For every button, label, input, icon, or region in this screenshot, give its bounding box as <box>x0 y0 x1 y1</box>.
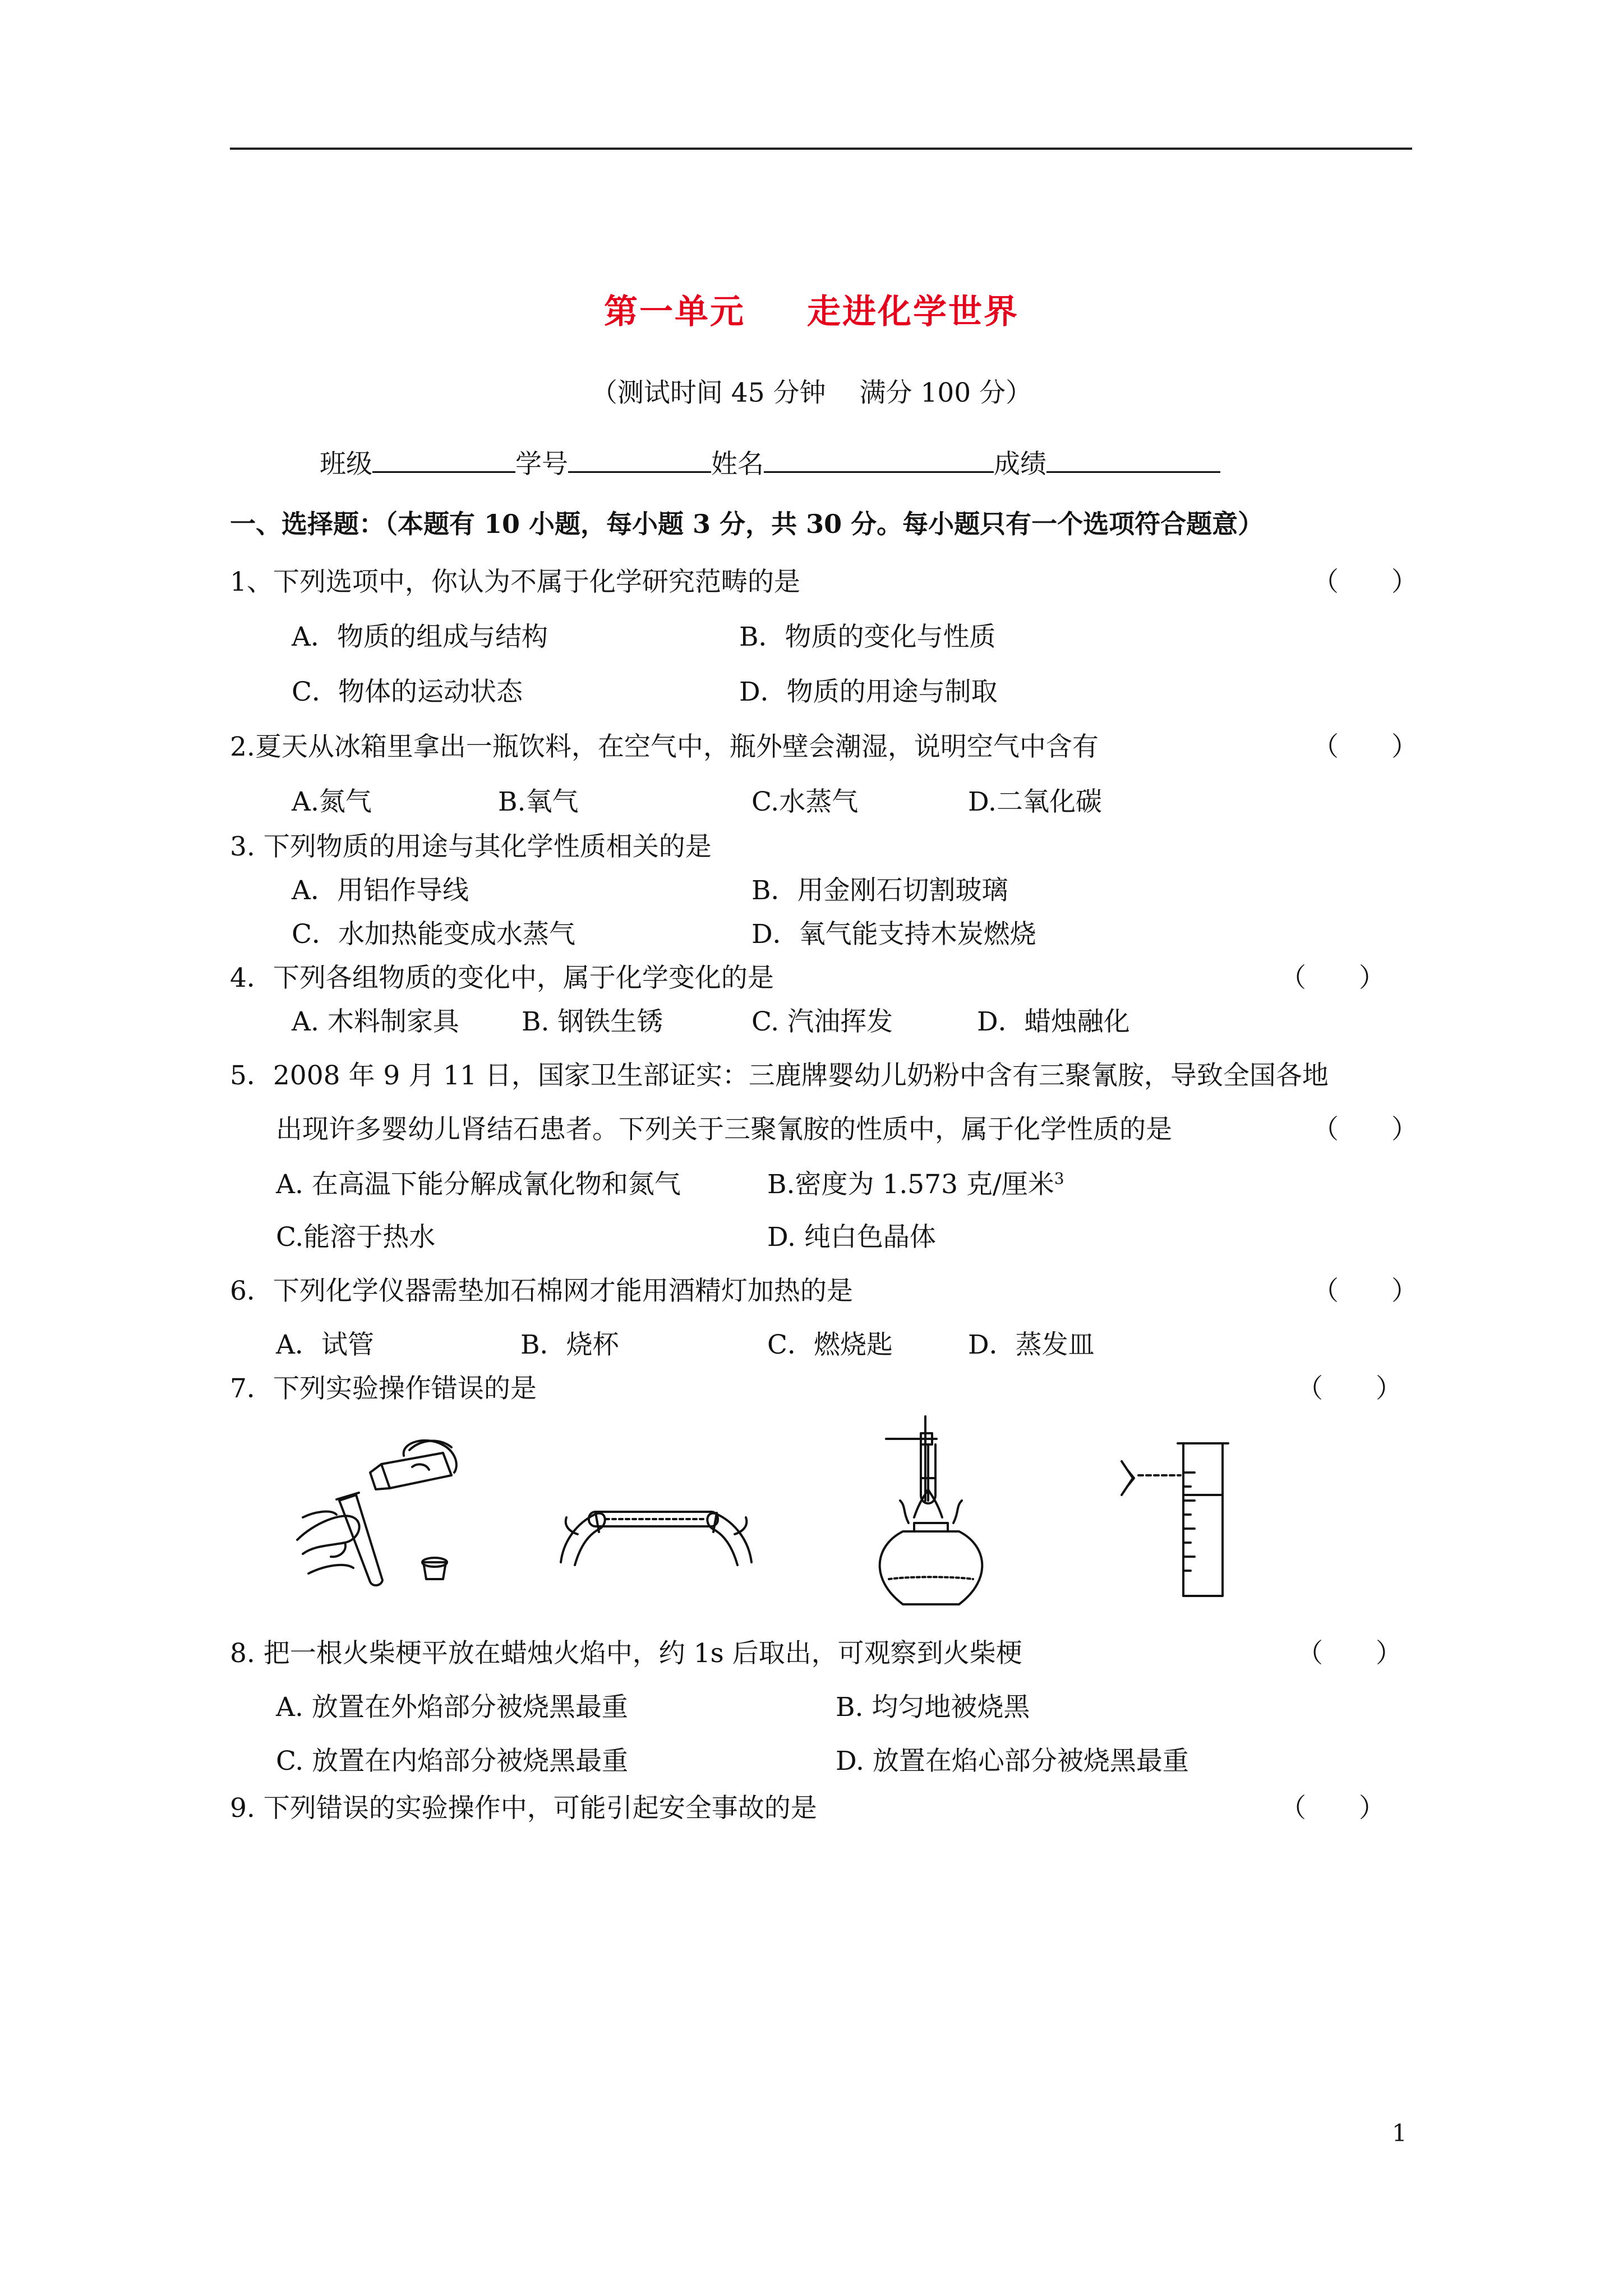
q8-option-b: B. 均匀地被烧黑 <box>836 1692 1030 1723</box>
class-label: 班级 <box>320 449 372 480</box>
q5-stem-line2: 出现许多婴幼儿肾结石患者。下列关于三聚氰胺的性质中，属于化学性质的是 <box>276 1114 1172 1145</box>
q5-option-b <box>767 1163 1064 1201</box>
q4-stem: 4．下列各组物质的变化中，属于化学变化的是 <box>230 963 774 993</box>
q1-option-d: D．物质的用途与制取 <box>739 677 998 707</box>
page-title <box>0 285 1623 333</box>
q6-answer-paren[interactable]: （ ） <box>1312 1276 1418 1306</box>
q5-option-a: A. 在高温下能分解成氰化物和氮气 <box>276 1169 681 1200</box>
q5-option-c: C.能溶于热水 <box>276 1222 436 1253</box>
q2-option-a: A.氮气 <box>292 786 372 817</box>
q5-option-b-superscript: 3 <box>1054 1169 1064 1188</box>
q5-answer-paren[interactable]: （ ） <box>1312 1114 1418 1145</box>
name-label: 姓名 <box>711 449 764 480</box>
q7-figure-pouring-liquid <box>292 1433 477 1590</box>
q1-stem: 1、下列选项中，你认为不属于化学研究范畴的是 <box>230 567 800 597</box>
q3-option-a: A．用铝作导线 <box>292 875 469 906</box>
q4-option-d: D．蜡烛融化 <box>977 1006 1130 1037</box>
q1-option-c: C．物体的运动状态 <box>292 677 523 707</box>
q8-answer-paren[interactable]: （ ） <box>1297 1638 1402 1669</box>
q9-stem: 9. 下列错误的实验操作中，可能引起安全事故的是 <box>230 1793 817 1824</box>
q3-option-d: D．氧气能支持木炭燃烧 <box>751 919 1036 950</box>
score-label: 成绩 <box>994 449 1046 480</box>
section1-heading: 一、选择题：（本题有 10 小题，每小题 3 分，共 30 分。每小题只有一个选项符合题意） <box>230 509 1264 539</box>
q3-option-b: B．用金刚石切割玻璃 <box>751 875 1008 906</box>
name-blank[interactable] <box>764 449 994 473</box>
q8-stem: 8. 把一根火柴梗平放在蜡烛火焰中，约 1s 后取出，可观察到火柴梗 <box>230 1638 1022 1669</box>
q1-answer-paren[interactable]: （ ） <box>1312 567 1418 597</box>
q8-option-c: C. 放置在内焰部分被烧黑最重 <box>276 1746 629 1777</box>
student-id-label: 学号 <box>515 449 568 480</box>
q5-option-b-text: B.密度为 1.573 克/厘米 <box>767 1169 1054 1200</box>
q7-figure-heating-tube <box>875 1411 1004 1613</box>
header-rule <box>230 148 1412 150</box>
test-time: （测试时间 45 分钟 <box>591 378 826 408</box>
q7-figure-graduated-cylinder <box>1116 1439 1251 1602</box>
q2-option-d: D.二氧化碳 <box>968 786 1102 817</box>
q1-option-b: B．物质的变化与性质 <box>739 622 996 652</box>
q6-option-b: B．烧杯 <box>520 1329 619 1360</box>
q8-option-a: A. 放置在外焰部分被烧黑最重 <box>276 1692 628 1723</box>
full-score: 满分 100 分） <box>859 378 1032 408</box>
q3-option-c: C．水加热能变成水蒸气 <box>292 919 575 950</box>
q2-answer-paren[interactable]: （ ） <box>1312 731 1418 762</box>
q3-stem: 3. 下列物质的用途与其化学性质相关的是 <box>230 831 712 862</box>
q9-answer-paren[interactable]: （ ） <box>1280 1793 1385 1824</box>
title-topic: 走进化学世界 <box>807 292 1019 332</box>
q5-option-d: D. 纯白色晶体 <box>767 1222 936 1253</box>
q6-option-c: C．燃烧匙 <box>767 1329 893 1360</box>
class-blank[interactable] <box>372 449 515 473</box>
page-number: 1 <box>1392 2119 1407 2147</box>
q5-stem-line1: 5．2008 年 9 月 11 日，国家卫生部证实：三鹿牌婴幼儿奶粉中含有三聚氰胺，导致全国各地 <box>230 1060 1329 1091</box>
q2-option-b: B.氧气 <box>498 786 579 817</box>
q2-option-c: C.水蒸气 <box>751 786 859 817</box>
student-id-blank[interactable] <box>568 449 711 473</box>
q7-stem: 7．下列实验操作错误的是 <box>230 1373 537 1404</box>
score-blank[interactable] <box>1046 449 1220 473</box>
q7-figure-tube-holding <box>555 1478 757 1573</box>
page-subtitle <box>0 372 1623 409</box>
q4-option-b: B. 钢铁生锈 <box>522 1006 663 1037</box>
q4-answer-paren[interactable]: （ ） <box>1280 963 1385 993</box>
q7-answer-paren[interactable]: （ ） <box>1297 1373 1402 1404</box>
q6-option-a: A．试管 <box>276 1329 374 1360</box>
q4-option-c: C. 汽油挥发 <box>751 1006 893 1037</box>
q6-option-d: D．蒸发皿 <box>968 1329 1095 1360</box>
title-unit: 第一单元 <box>604 292 745 332</box>
q1-option-a: A．物质的组成与结构 <box>292 622 548 652</box>
student-info-line <box>320 443 1220 481</box>
q8-option-d: D. 放置在焰心部分被烧黑最重 <box>836 1746 1189 1777</box>
q2-stem: 2.夏天从冰箱里拿出一瓶饮料，在空气中，瓶外壁会潮湿，说明空气中含有 <box>230 731 1099 762</box>
q4-option-a: A. 木料制家具 <box>292 1006 459 1037</box>
q6-stem: 6．下列化学仪器需垫加石棉网才能用酒精灯加热的是 <box>230 1276 853 1306</box>
